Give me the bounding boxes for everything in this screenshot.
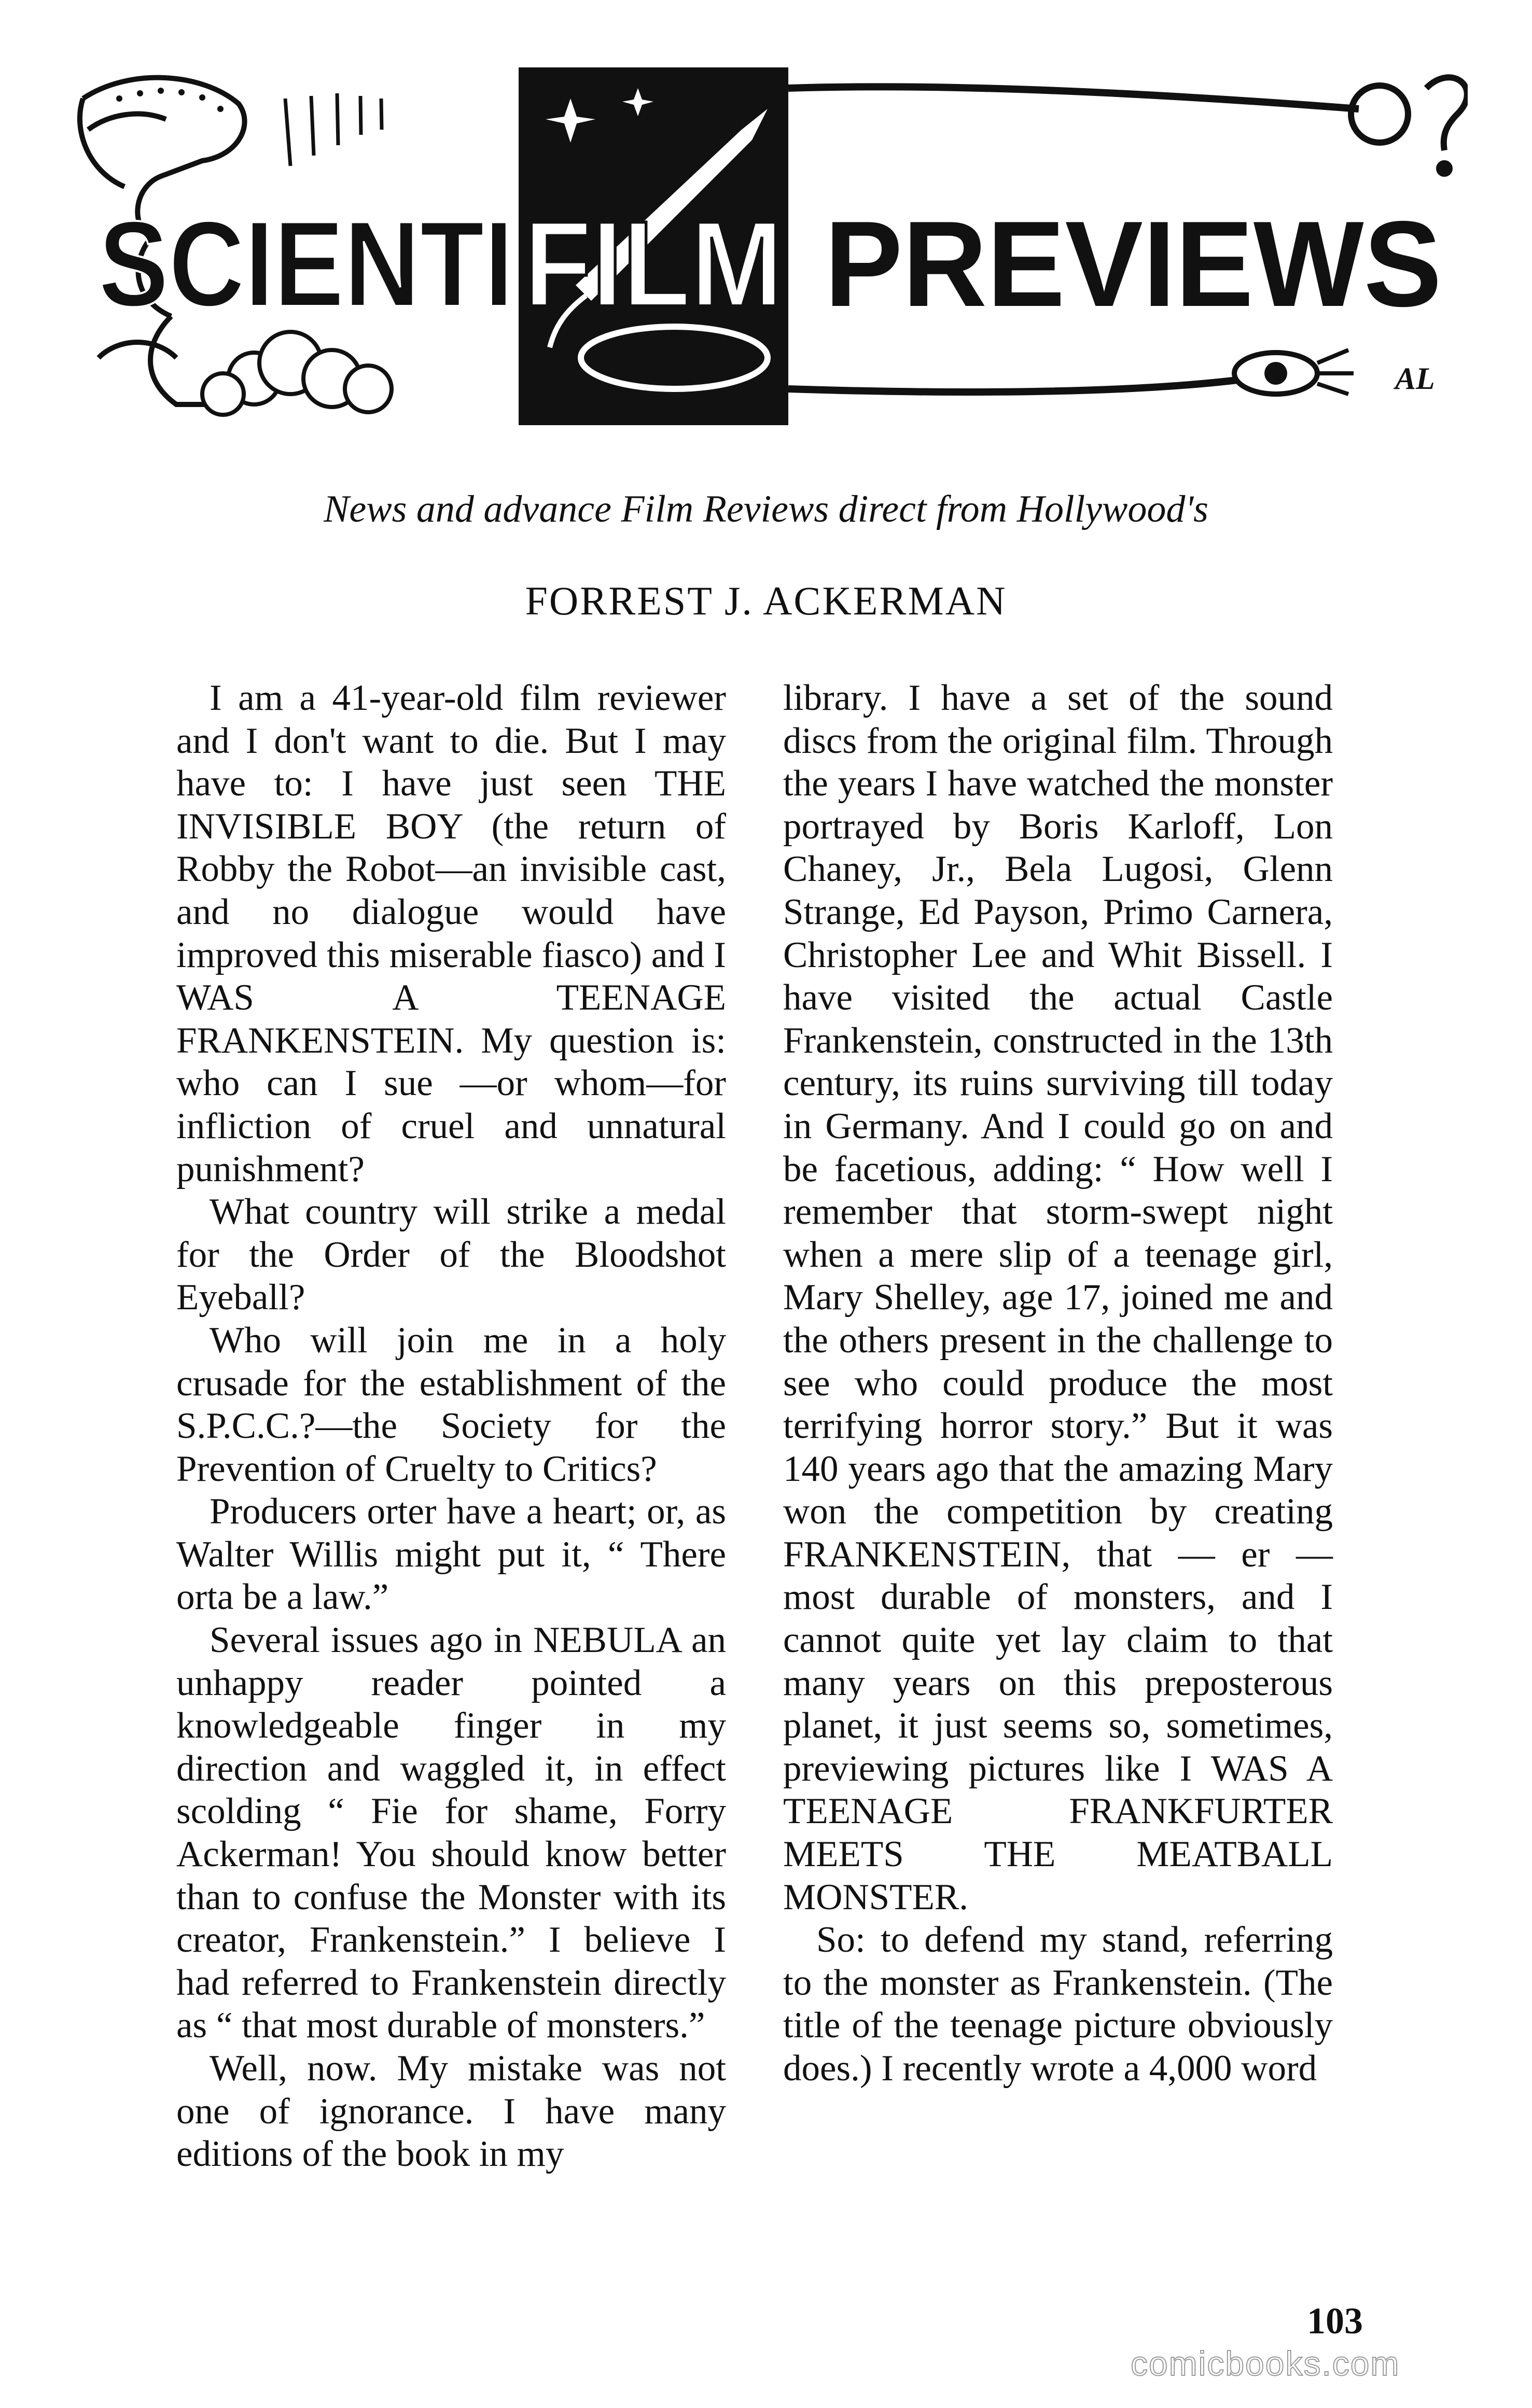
article-subtitle: News and advance Film Reviews direct from Hollywood's <box>324 488 1208 530</box>
header-banner <box>67 67 1468 425</box>
author-byline: FORREST J. ACKERMAN <box>525 578 1007 623</box>
title-film: FILM <box>524 195 783 332</box>
article-column-left <box>176 677 726 2176</box>
paragraph: Producers orter have a heart; or, as Walter Willis might put it, “ There orta be a law.” <box>176 1491 726 1618</box>
paragraph: library. I have a set of the sound discs from the original film. Through the years I have watched the monster portrayed by Boris Karloff, Lon Chaney, Jr., Bela Lugosi, Glenn Strange, Ed Payson, Primo Carnera, Christopher Lee and Whit Bissell. I have visited the actual Castle Frankenstein, constructed in the 13th century, its ruins surviving till today in Germany. And I could go on and be facetious, adding: “ How well I remember that storm-swept night when a mere slip of a teenage girl, Mary Shelley, age 17, joined me and the others present in the challenge to see who could produce the most terrifying horror story.” But it was 140 years ago that the amazing Mary won the competition by creating FRANKENSTEIN, that — er — most durable of monsters, and I cannot quite yet lay claim to that many years on this preposterous planet, it just seems so, sometimes, previewing pictures like I WAS A TEENAGE FRANKFURTER MEETS THE MEATBALL MONSTER. <box>783 678 1333 1917</box>
header-illustration <box>67 67 1468 425</box>
paragraph: Well, now. My mistake was not one of ignorance. I have many editions of the book in my <box>176 2048 726 2175</box>
paragraph: So: to defend my stand, referring to the monster as Frankenstein. (The title of the teenage picture obviously does.) I recently wrote a 4,000 word <box>783 1920 1333 2089</box>
page-number: 103 <box>1307 2300 1363 2342</box>
artist-signature: AL <box>1395 361 1435 396</box>
title-scienti: SCIENTI <box>99 195 513 332</box>
clouds-illustration <box>202 332 392 415</box>
question-mark-icon <box>1351 77 1467 174</box>
watermark: comicbooks.com <box>1131 2344 1400 2383</box>
paragraph: Who will join me in a holy crusade for the establishment of the S.P.C.C.?—the Society for the Prevention of Cruelty to Critics? <box>176 1320 726 1489</box>
paragraph: I am a 41-year-old film reviewer and I don't want to die. But I may have to: I have just seen THE INVISIBLE BOY (the return of Robby the Robot—an invisible cast, and no dialogue would have improved this miserable fiasco) and I WAS A TEENAGE FRANKENSTEIN. My question is: who can I sue —or whom—for infliction of cruel and unnatural punishment? <box>176 678 726 1189</box>
speed-lines <box>285 93 382 166</box>
eye-icon <box>1234 350 1354 394</box>
title-previews: PREVIEWS <box>825 195 1442 332</box>
paragraph: Several issues ago in NEBULA an unhappy reader pointed a knowledgeable finger in my direction and waggled it, in effect scolding “ Fie for shame, Forry Ackerman! You should know better than to confuse the Monster with its creator, Frankenstein.” I believe I had referred to Frankenstein directly as “ that most durable of monsters.” <box>176 1620 726 2046</box>
paragraph: What country will strike a medal for the Order of the Bloodshot Eyeball? <box>176 1192 726 1318</box>
article-column-right <box>783 677 1333 2090</box>
